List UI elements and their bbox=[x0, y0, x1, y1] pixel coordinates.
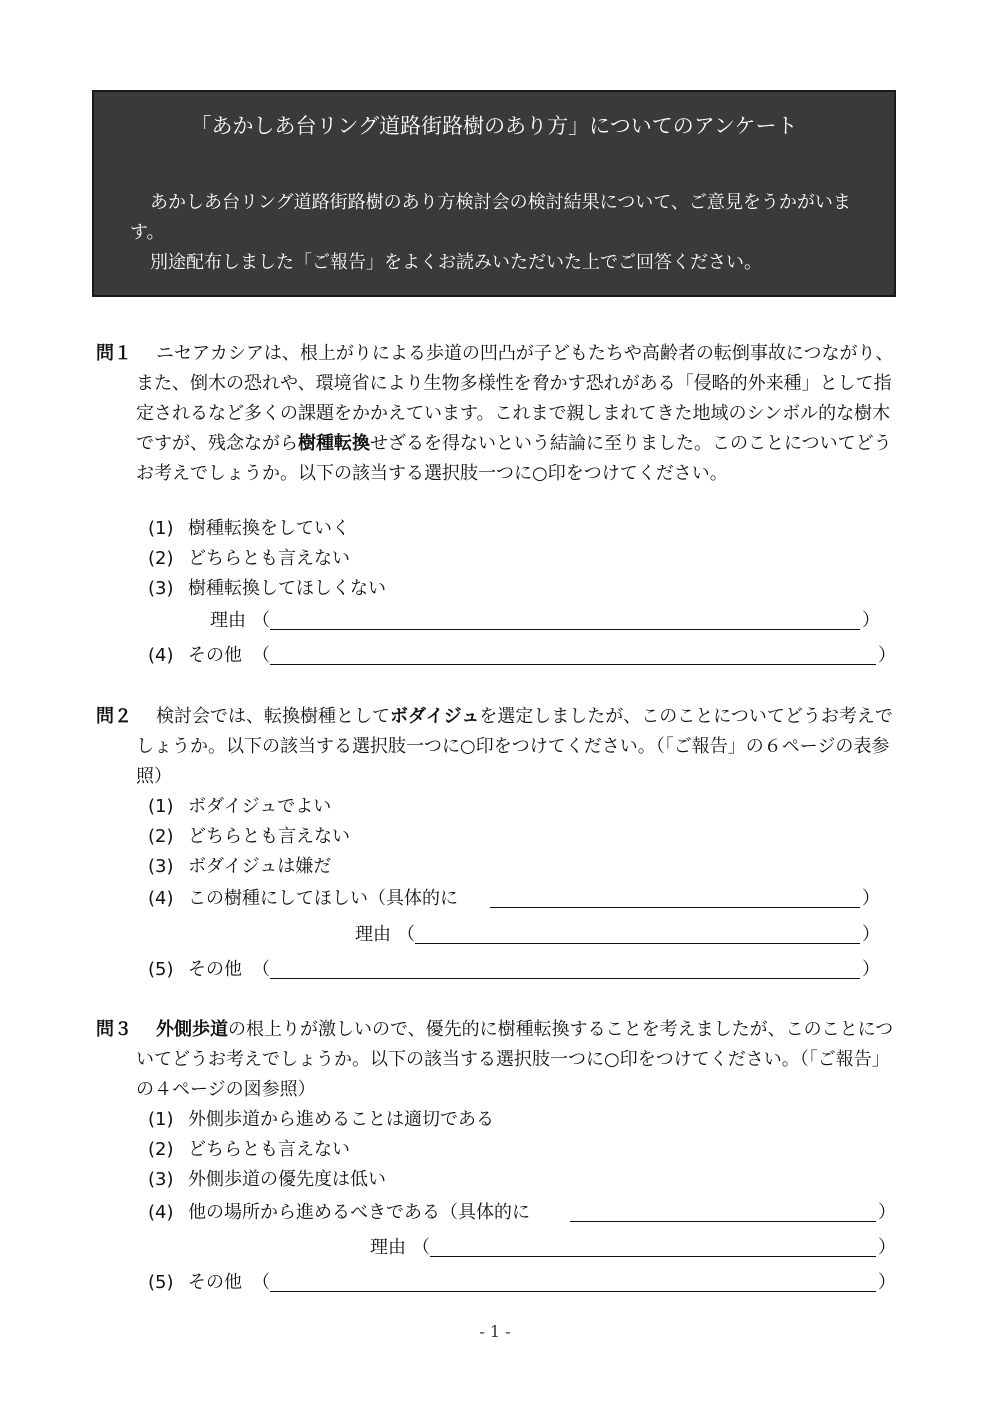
question-1-text-part-a: ニセアカシアは、根上がりによる歩道の凹凸が子どもたちや高齢者の転倒事故につながり、また、倒木の恐れや、環境省により生物多様性を脅かす恐れがある「侵略的外来種」として指定されるなど多くの課題をかかえています。これまで親しまれてきた地域のシンボル的な樹木ですが、残念ながら bbox=[136, 343, 894, 454]
q2-option-3-number: (3) bbox=[148, 856, 174, 877]
question-3-emphasis: 外側歩道 bbox=[156, 1019, 228, 1040]
q3-option-2-label: どちらとも言えない bbox=[188, 1139, 350, 1160]
q3-option-1-label: 外側歩道から進めることは適切である bbox=[188, 1109, 494, 1130]
q1-reason-label: 理由 bbox=[210, 610, 246, 631]
question-1 bbox=[96, 339, 896, 489]
question-3-text-part-b: の根上りが激しいので、優先的に樹種転換することを考えましたが、このことについてどうお考えでしょうか。以下の該当する選択肢一つに○印をつけてください。（「ご報告」の４ページの図参照） bbox=[136, 1019, 894, 1100]
q3-option-3[interactable] bbox=[148, 1165, 386, 1195]
q3-option-3-number: (3) bbox=[148, 1169, 174, 1190]
question-1-text-part-b: せざるを得ないという結論に至りました。このことについてどうお考えでしょうか。以下の該当する選択肢一つに○印をつけてください。 bbox=[136, 433, 892, 484]
q3-option-4-label: 他の場所から進めるべきである（具体的に bbox=[188, 1202, 530, 1223]
question-3-number: 問３ bbox=[96, 1019, 132, 1040]
question-3 bbox=[96, 1015, 896, 1105]
q2-option-4-label: この樹種にしてほしい（具体的に bbox=[188, 888, 458, 909]
q2-option-5[interactable] bbox=[148, 955, 242, 985]
q3-other-field[interactable]: （ ） bbox=[252, 1272, 896, 1293]
question-2-number: 問２ bbox=[96, 706, 132, 727]
q3-option-4[interactable] bbox=[148, 1198, 530, 1228]
question-1-emphasis: 樹種転換 bbox=[298, 433, 370, 454]
q1-option-4-label: その他 bbox=[188, 645, 242, 666]
q2-option-1-number: (1) bbox=[148, 796, 174, 817]
q2-specific-field[interactable]: ） bbox=[470, 884, 880, 914]
q3-option-1[interactable] bbox=[148, 1105, 494, 1135]
q1-option-3-number: (3) bbox=[148, 578, 174, 599]
q2-option-5-number: (5) bbox=[148, 959, 174, 980]
q1-option-1[interactable] bbox=[148, 514, 350, 544]
q2-option-2[interactable] bbox=[148, 822, 350, 852]
q1-reason-field[interactable]: （ ） bbox=[252, 610, 880, 631]
q2-option-2-number: (2) bbox=[148, 826, 174, 847]
survey-title: 「あかしあ台リング道路街路樹のあり方」についてのアンケート bbox=[190, 114, 798, 138]
q3-specific-field[interactable]: ） bbox=[560, 1198, 896, 1228]
question-3-text bbox=[136, 1015, 896, 1105]
q1-other-field[interactable]: （ ） bbox=[252, 645, 896, 666]
q1-option-3[interactable] bbox=[148, 574, 386, 604]
q1-option-4-number: (4) bbox=[148, 645, 174, 666]
intro-paragraph-1: あかしあ台リング道路街路樹のあり方検討会の検討結果について、ご意見をうかがいます。 bbox=[130, 192, 851, 243]
q1-option-1-label: 樹種転換をしていく bbox=[188, 518, 350, 539]
q3-option-2-number: (2) bbox=[148, 1139, 174, 1160]
q2-option-4[interactable] bbox=[148, 884, 458, 914]
q1-option-2[interactable] bbox=[148, 544, 350, 574]
q3-option-5-number: (5) bbox=[148, 1272, 174, 1293]
q3-option-5[interactable] bbox=[148, 1268, 242, 1298]
q1-option-2-number: (2) bbox=[148, 548, 174, 569]
q2-option-1-label: ボダイジュでよい bbox=[188, 796, 332, 817]
q3-option-2[interactable] bbox=[148, 1135, 350, 1165]
survey-header-box bbox=[92, 90, 896, 297]
q2-other-field[interactable]: （ ） bbox=[252, 959, 880, 980]
q1-option-2-label: どちらとも言えない bbox=[188, 548, 350, 569]
q1-option-4[interactable] bbox=[148, 641, 242, 671]
survey-intro bbox=[130, 188, 860, 278]
q2-option-3[interactable] bbox=[148, 852, 331, 882]
question-1-number: 問１ bbox=[96, 343, 132, 364]
intro-paragraph-2: 別途配布しました「ご報告」をよくお読みいただいた上でご回答ください。 bbox=[150, 252, 762, 273]
page-number: - 1 - bbox=[479, 1322, 511, 1341]
question-2-text bbox=[136, 702, 896, 792]
q3-option-5-label: その他 bbox=[188, 1272, 242, 1293]
question-1-text bbox=[136, 339, 896, 489]
q2-option-2-label: どちらとも言えない bbox=[188, 826, 350, 847]
q2-option-5-label: その他 bbox=[188, 959, 242, 980]
q2-option-3-label: ボダイジュは嫌だ bbox=[188, 856, 332, 877]
question-2-emphasis: ボダイジュ bbox=[390, 706, 480, 727]
q1-option-3-label: 樹種転換してほしくない bbox=[188, 578, 386, 599]
q2-option-4-number: (4) bbox=[148, 888, 174, 909]
q2-option-1[interactable] bbox=[148, 792, 331, 822]
question-2-text-part-a: 検討会では、転換樹種として bbox=[156, 706, 390, 727]
q2-reason-field[interactable]: （ ） bbox=[397, 924, 880, 945]
q3-option-4-number: (4) bbox=[148, 1202, 174, 1223]
q3-reason-label: 理由 bbox=[370, 1237, 406, 1258]
question-2-text-part-b: を選定しましたが、このことについてどうお考えでしょうか。以下の該当する選択肢一つに○印をつけてください。（「ご報告」の６ページの表参照） bbox=[136, 706, 893, 787]
q3-reason-field[interactable]: （ ） bbox=[412, 1237, 896, 1258]
q3-option-1-number: (1) bbox=[148, 1109, 174, 1130]
q1-option-1-number: (1) bbox=[148, 518, 174, 539]
question-2 bbox=[96, 702, 896, 792]
q3-option-3-label: 外側歩道の優先度は低い bbox=[188, 1169, 386, 1190]
q2-reason-label: 理由 bbox=[355, 924, 391, 945]
